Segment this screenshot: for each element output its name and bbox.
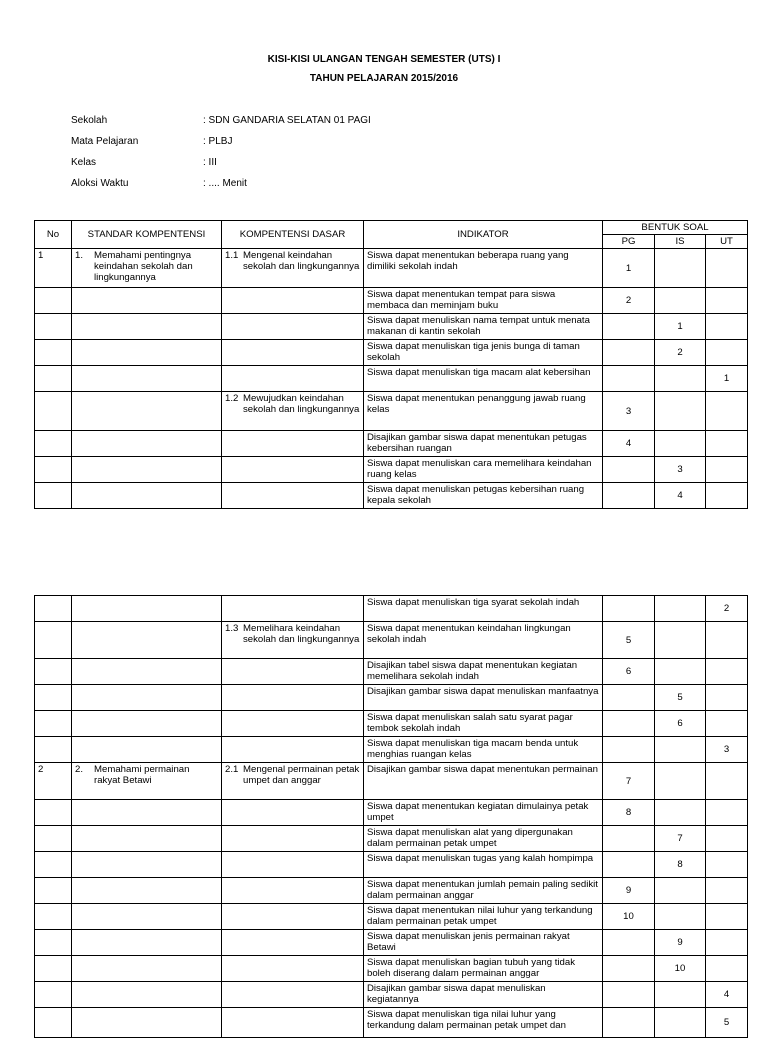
- cell-indikator: Disajikan gambar siswa dapat menuliskan manfaatnya: [364, 685, 603, 711]
- cell-kompetensi-dasar: [222, 622, 364, 659]
- cell-indikator: Siswa dapat menentukan nilai luhur yang terkandung dalam permainan petak umpet: [364, 904, 603, 930]
- cell-pg: [603, 982, 655, 1008]
- cell-ut: [706, 826, 748, 852]
- cell-kompetensi-dasar: [222, 763, 364, 800]
- table-row: [35, 392, 748, 431]
- table-row: [35, 763, 748, 800]
- cell-is: [655, 659, 706, 685]
- cell-indikator: Siswa dapat menuliskan nama tempat untuk menata makanan di kantin sekolah: [364, 314, 603, 340]
- cell-standar-kompetensi: [72, 288, 222, 314]
- cell-pg: [603, 956, 655, 982]
- cell-indikator: Siswa dapat menentukan tempat para siswa membaca dan meminjam buku: [364, 288, 603, 314]
- cell-pg: [603, 930, 655, 956]
- cell-no: [35, 366, 72, 392]
- cell-kompetensi-dasar: [222, 659, 364, 685]
- cell-is: 5: [655, 685, 706, 711]
- cell-indikator: Siswa dapat menuliskan tiga nilai luhur yang terkandung dalam permainan petak umpet dan: [364, 1008, 603, 1038]
- table-row: [35, 956, 748, 982]
- cell-indikator: Siswa dapat menentukan kegiatan dimulainya petak umpet: [364, 800, 603, 826]
- cell-standar-kompetensi: [72, 711, 222, 737]
- cell-kompetensi-dasar-number: 1.2: [225, 393, 239, 404]
- cell-ut: [706, 878, 748, 904]
- cell-is: 2: [655, 340, 706, 366]
- header-indikator: INDIKATOR: [364, 221, 603, 249]
- table-row: [35, 1008, 748, 1038]
- cell-standar-kompetensi: [72, 314, 222, 340]
- cell-no: [35, 685, 72, 711]
- cell-kompetensi-dasar-content: [225, 623, 360, 645]
- cell-kompetensi-dasar-text: Memelihara keindahan sekolah dan lingkungannya: [243, 623, 360, 645]
- cell-pg: 8: [603, 800, 655, 826]
- cell-no: [35, 431, 72, 457]
- cell-kompetensi-dasar-number: 2.1: [225, 764, 239, 775]
- cell-standar-kompetensi: [72, 852, 222, 878]
- cell-no: [35, 340, 72, 366]
- cell-ut: [706, 685, 748, 711]
- cell-indikator: Siswa dapat menentukan jumlah pemain paling sedikit dalam permainan anggar: [364, 878, 603, 904]
- cell-pg: 1: [603, 249, 655, 288]
- table-row: [35, 483, 748, 509]
- cell-kompetensi-dasar-text: Mewujudkan keindahan sekolah dan lingkungannya: [243, 393, 360, 415]
- cell-standar-kompetensi: [72, 737, 222, 763]
- cell-no: [35, 956, 72, 982]
- cell-is: 4: [655, 483, 706, 509]
- cell-kompetensi-dasar: [222, 685, 364, 711]
- table-row: [35, 711, 748, 737]
- cell-is: [655, 431, 706, 457]
- cell-pg: [603, 366, 655, 392]
- cell-indikator: Siswa dapat menuliskan petugas kebersihan ruang kepala sekolah: [364, 483, 603, 509]
- cell-pg: [603, 826, 655, 852]
- table-row: [35, 340, 748, 366]
- cell-standar-kompetensi: [72, 800, 222, 826]
- cell-ut: [706, 711, 748, 737]
- cell-no: [35, 826, 72, 852]
- cell-pg: 7: [603, 763, 655, 800]
- kisi-kisi-table-page-1: [34, 220, 748, 509]
- cell-kompetensi-dasar: [222, 826, 364, 852]
- header-ut: UT: [706, 235, 748, 249]
- cell-pg: [603, 737, 655, 763]
- cell-ut: [706, 457, 748, 483]
- cell-standar-kompetensi: [72, 763, 222, 800]
- cell-kompetensi-dasar-text: Mengenal keindahan sekolah dan lingkungannya: [243, 250, 360, 272]
- cell-indikator: Siswa dapat menuliskan tiga syarat sekolah indah: [364, 596, 603, 622]
- cell-no: [35, 852, 72, 878]
- cell-pg: [603, 711, 655, 737]
- cell-standar-kompetensi: [72, 982, 222, 1008]
- cell-kompetensi-dasar-number: 1.3: [225, 623, 239, 634]
- cell-is: [655, 904, 706, 930]
- cell-is: [655, 763, 706, 800]
- cell-is: [655, 622, 706, 659]
- kisi-kisi-table-page-2: [34, 595, 748, 1038]
- cell-indikator: Siswa dapat menuliskan salah satu syarat pagar tembok sekolah indah: [364, 711, 603, 737]
- cell-standar-kompetensi-number: 2.: [75, 764, 84, 775]
- cell-pg: [603, 1008, 655, 1038]
- table-row: [35, 904, 748, 930]
- cell-ut: [706, 904, 748, 930]
- header-bentuk-soal: BENTUK SOAL: [603, 221, 748, 235]
- cell-kompetensi-dasar-content: [225, 250, 360, 272]
- cell-is: [655, 366, 706, 392]
- cell-pg: [603, 314, 655, 340]
- cell-indikator: Siswa dapat menuliskan tiga macam alat kebersihan: [364, 366, 603, 392]
- table-row: [35, 878, 748, 904]
- cell-is: 7: [655, 826, 706, 852]
- header-standar-kompetensi: STANDAR KOMPENTENSI: [72, 221, 222, 249]
- cell-standar-kompetensi: [72, 930, 222, 956]
- cell-ut: 5: [706, 1008, 748, 1038]
- cell-pg: 2: [603, 288, 655, 314]
- cell-is: [655, 1008, 706, 1038]
- table-row: [35, 852, 748, 878]
- cell-standar-kompetensi: [72, 622, 222, 659]
- cell-indikator: Disajikan gambar siswa dapat menuliskan kegiatannya: [364, 982, 603, 1008]
- cell-no: [35, 288, 72, 314]
- cell-kompetensi-dasar: [222, 878, 364, 904]
- cell-is: [655, 800, 706, 826]
- cell-standar-kompetensi-text: Memahami pentingnya keindahan sekolah dan lingkungannya: [94, 250, 193, 283]
- cell-ut: [706, 956, 748, 982]
- info-value: : SDN GANDARIA SELATAN 01 PAGI: [203, 115, 371, 126]
- cell-no: [35, 982, 72, 1008]
- table-row: [35, 826, 748, 852]
- cell-indikator: Siswa dapat menuliskan tugas yang kalah hompimpa: [364, 852, 603, 878]
- cell-ut: [706, 800, 748, 826]
- cell-ut: 2: [706, 596, 748, 622]
- cell-standar-kompetensi: [72, 340, 222, 366]
- cell-no: [35, 483, 72, 509]
- cell-standar-kompetensi: [72, 904, 222, 930]
- cell-no: [35, 596, 72, 622]
- table-row: [35, 737, 748, 763]
- cell-kompetensi-dasar: [222, 737, 364, 763]
- cell-is: [655, 249, 706, 288]
- cell-standar-kompetensi: [72, 685, 222, 711]
- info-value: : III: [203, 157, 217, 168]
- cell-standar-kompetensi: [72, 431, 222, 457]
- cell-pg: [603, 340, 655, 366]
- cell-kompetensi-dasar: [222, 366, 364, 392]
- cell-kompetensi-dasar-text: Mengenal permainan petak umpet dan anggar: [243, 764, 360, 786]
- cell-no: [35, 800, 72, 826]
- info-label: Sekolah: [71, 115, 108, 126]
- table-row: [35, 659, 748, 685]
- table-row: [35, 314, 748, 340]
- cell-no: [35, 711, 72, 737]
- cell-indikator: Siswa dapat menentukan beberapa ruang yang dimiliki sekolah indah: [364, 249, 603, 288]
- cell-kompetensi-dasar: [222, 956, 364, 982]
- cell-ut: [706, 659, 748, 685]
- cell-kompetensi-dasar: [222, 800, 364, 826]
- cell-standar-kompetensi: [72, 1008, 222, 1038]
- table-row: [35, 685, 748, 711]
- cell-pg: 5: [603, 622, 655, 659]
- cell-ut: [706, 763, 748, 800]
- header-no: No: [35, 221, 72, 249]
- table-row: [35, 930, 748, 956]
- document-subtitle: TAHUN PELAJARAN 2015/2016: [309, 73, 459, 84]
- cell-pg: [603, 685, 655, 711]
- cell-no: [35, 904, 72, 930]
- cell-kompetensi-dasar: [222, 852, 364, 878]
- info-label: Aloksi Waktu: [71, 178, 129, 189]
- cell-ut: [706, 930, 748, 956]
- cell-ut: [706, 340, 748, 366]
- cell-is: [655, 737, 706, 763]
- cell-no: 1: [35, 249, 72, 288]
- cell-standar-kompetensi: [72, 596, 222, 622]
- cell-is: 6: [655, 711, 706, 737]
- cell-no: [35, 878, 72, 904]
- cell-kompetensi-dasar: [222, 1008, 364, 1038]
- cell-kompetensi-dasar: [222, 596, 364, 622]
- cell-no: [35, 930, 72, 956]
- cell-indikator: Siswa dapat menuliskan bagian tubuh yang tidak boleh diserang dalam permainan anggar: [364, 956, 603, 982]
- cell-indikator: Siswa dapat menuliskan jenis permainan rakyat Betawi: [364, 930, 603, 956]
- cell-standar-kompetensi: [72, 366, 222, 392]
- document-title: KISI-KISI ULANGAN TENGAH SEMESTER (UTS) I: [267, 54, 501, 65]
- cell-ut: [706, 249, 748, 288]
- cell-kompetensi-dasar: [222, 711, 364, 737]
- info-label: Mata Pelajaran: [71, 136, 139, 147]
- cell-is: [655, 878, 706, 904]
- cell-ut: 1: [706, 366, 748, 392]
- cell-indikator: Siswa dapat menuliskan tiga macam benda untuk menghias ruangan kelas: [364, 737, 603, 763]
- cell-pg: [603, 457, 655, 483]
- cell-pg: [603, 483, 655, 509]
- table-row: [35, 249, 748, 288]
- cell-no: [35, 392, 72, 431]
- cell-pg: 4: [603, 431, 655, 457]
- cell-is: 9: [655, 930, 706, 956]
- table-row: [35, 288, 748, 314]
- cell-standar-kompetensi-content: [75, 764, 218, 786]
- table-row: [35, 622, 748, 659]
- cell-kompetensi-dasar: [222, 982, 364, 1008]
- cell-standar-kompetensi: [72, 483, 222, 509]
- cell-pg: [603, 596, 655, 622]
- cell-no: [35, 1008, 72, 1038]
- cell-kompetensi-dasar: [222, 314, 364, 340]
- table-row: [35, 366, 748, 392]
- cell-kompetensi-dasar: [222, 288, 364, 314]
- cell-kompetensi-dasar: [222, 930, 364, 956]
- info-value: : PLBJ: [203, 136, 233, 147]
- cell-indikator: Siswa dapat menuliskan cara memelihara keindahan ruang kelas: [364, 457, 603, 483]
- cell-kompetensi-dasar-content: [225, 393, 360, 415]
- cell-is: [655, 392, 706, 431]
- cell-kompetensi-dasar: [222, 483, 364, 509]
- cell-kompetensi-dasar-number: 1.1: [225, 250, 239, 261]
- cell-pg: [603, 852, 655, 878]
- cell-ut: [706, 392, 748, 431]
- cell-ut: [706, 483, 748, 509]
- cell-no: [35, 314, 72, 340]
- info-value: : .... Menit: [203, 178, 247, 189]
- header-pg: PG: [603, 235, 655, 249]
- cell-standar-kompetensi: [72, 249, 222, 288]
- cell-kompetensi-dasar: [222, 904, 364, 930]
- header-kompetensi-dasar: KOMPENTENSI DASAR: [222, 221, 364, 249]
- cell-kompetensi-dasar: [222, 340, 364, 366]
- cell-kompetensi-dasar: [222, 392, 364, 431]
- cell-is: [655, 596, 706, 622]
- header-is: IS: [655, 235, 706, 249]
- cell-standar-kompetensi-text: Memahami permainan rakyat Betawi: [94, 764, 190, 786]
- cell-standar-kompetensi: [72, 457, 222, 483]
- cell-pg: 3: [603, 392, 655, 431]
- table-row: [35, 431, 748, 457]
- cell-no: [35, 622, 72, 659]
- cell-standar-kompetensi: [72, 392, 222, 431]
- cell-indikator: Disajikan tabel siswa dapat menentukan kegiatan memelihara sekolah indah: [364, 659, 603, 685]
- cell-no: [35, 737, 72, 763]
- info-label: Kelas: [71, 157, 97, 168]
- cell-ut: 4: [706, 982, 748, 1008]
- table-row: [35, 982, 748, 1008]
- cell-is: 1: [655, 314, 706, 340]
- cell-is: [655, 982, 706, 1008]
- cell-indikator: Siswa dapat menentukan penanggung jawab ruang kelas: [364, 392, 603, 431]
- cell-ut: [706, 852, 748, 878]
- cell-ut: [706, 314, 748, 340]
- table-row: [35, 457, 748, 483]
- cell-standar-kompetensi: [72, 878, 222, 904]
- cell-is: [655, 288, 706, 314]
- cell-standar-kompetensi: [72, 956, 222, 982]
- cell-indikator: Disajikan gambar siswa dapat menentukan petugas kebersihan ruangan: [364, 431, 603, 457]
- cell-indikator: Siswa dapat menuliskan alat yang dipergunakan dalam permainan petak umpet: [364, 826, 603, 852]
- cell-indikator: Siswa dapat menentukan keindahan lingkungan sekolah indah: [364, 622, 603, 659]
- cell-no: 2: [35, 763, 72, 800]
- cell-no: [35, 457, 72, 483]
- cell-ut: [706, 622, 748, 659]
- cell-ut: 3: [706, 737, 748, 763]
- table-row: [35, 596, 748, 622]
- cell-kompetensi-dasar: [222, 457, 364, 483]
- cell-pg: 9: [603, 878, 655, 904]
- cell-pg: 10: [603, 904, 655, 930]
- cell-is: 8: [655, 852, 706, 878]
- cell-standar-kompetensi: [72, 659, 222, 685]
- cell-standar-kompetensi-number: 1.: [75, 250, 84, 261]
- cell-is: 3: [655, 457, 706, 483]
- cell-kompetensi-dasar: [222, 249, 364, 288]
- cell-standar-kompetensi: [72, 826, 222, 852]
- cell-ut: [706, 431, 748, 457]
- cell-kompetensi-dasar-content: [225, 764, 360, 786]
- cell-standar-kompetensi-content: [75, 250, 218, 283]
- cell-kompetensi-dasar: [222, 431, 364, 457]
- cell-no: [35, 659, 72, 685]
- cell-pg: 6: [603, 659, 655, 685]
- cell-is: 10: [655, 956, 706, 982]
- cell-indikator: Disajikan gambar siswa dapat menentukan permainan: [364, 763, 603, 800]
- cell-indikator: Siswa dapat menuliskan tiga jenis bunga di taman sekolah: [364, 340, 603, 366]
- cell-ut: [706, 288, 748, 314]
- table-row: [35, 800, 748, 826]
